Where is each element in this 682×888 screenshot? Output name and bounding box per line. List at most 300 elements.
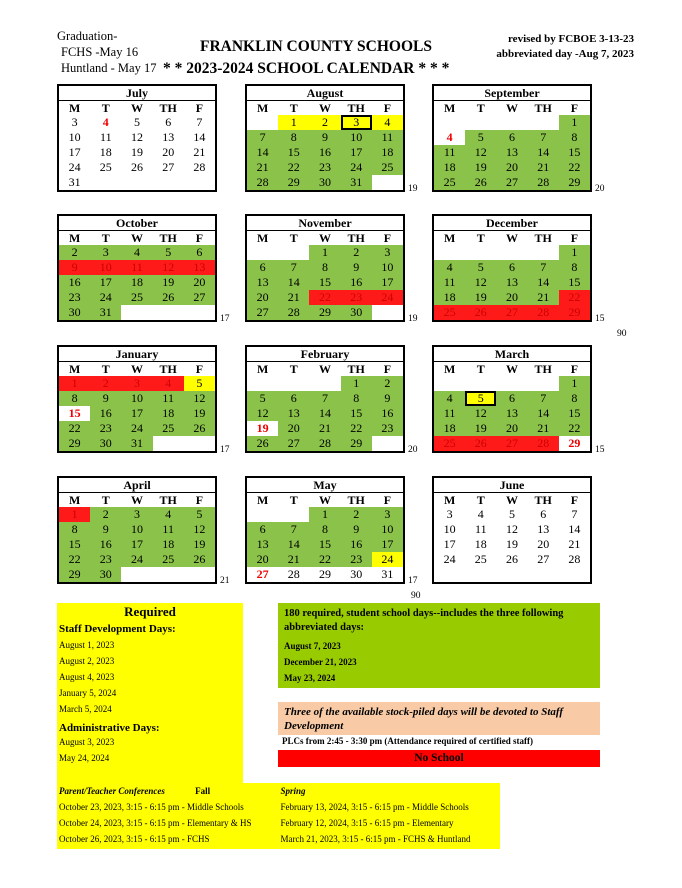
day-cell: 3 <box>372 507 403 522</box>
day-cell: 15 <box>59 537 90 552</box>
day-cell: 2 <box>90 507 121 522</box>
week-row <box>247 376 403 391</box>
month-title: June <box>434 478 590 493</box>
day-cell: 25 <box>434 436 465 451</box>
day-cell: 6 <box>247 522 278 537</box>
day-cell <box>184 175 215 190</box>
day-cell <box>528 115 559 130</box>
day-cell: 28 <box>287 567 300 581</box>
day-cell: 27 <box>247 305 278 320</box>
day-cell: 19 <box>465 421 496 436</box>
day-cell <box>121 305 152 320</box>
day-cell: 22 <box>59 552 90 567</box>
day-cell <box>434 376 465 391</box>
week-row <box>59 421 215 436</box>
day-cell <box>528 567 559 582</box>
month-school-days-count: 19 <box>408 314 418 324</box>
day-cell: 15 <box>68 406 81 420</box>
day-cell: 20 <box>496 421 527 436</box>
week-row <box>59 552 215 567</box>
weekday-label: M <box>443 362 456 376</box>
day-cell: 26 <box>506 552 518 566</box>
day-cell <box>465 376 496 391</box>
day-cell: 19 <box>184 406 215 421</box>
day-cell: 30 <box>341 305 372 320</box>
day-cell <box>184 436 215 451</box>
page-title: FRANKLIN COUNTY SCHOOLS <box>200 38 432 55</box>
day-cell: 21 <box>278 552 309 567</box>
week-row <box>434 305 590 320</box>
day-cell: 24 <box>68 160 81 174</box>
day-cell: 24 <box>372 290 403 305</box>
weekday-label: T <box>476 493 485 507</box>
admin-list <box>57 734 243 766</box>
day-cell: 29 <box>559 305 590 320</box>
weekday-label: W <box>506 362 518 376</box>
month-november <box>245 214 405 322</box>
day-cell: 24 <box>121 552 152 567</box>
day-cell: 8 <box>559 391 590 406</box>
week-row <box>434 406 590 421</box>
day-cell: 4 <box>153 507 184 522</box>
week-row <box>434 145 590 160</box>
day-cell <box>121 567 152 582</box>
day-cell: 23 <box>90 421 121 436</box>
day-cell: 5 <box>465 260 496 275</box>
day-cell: 9 <box>309 130 340 145</box>
day-cell: 28 <box>528 436 559 451</box>
day-cell: 29 <box>59 436 90 451</box>
weekday-header <box>247 231 403 245</box>
day-cell: 7 <box>528 391 559 406</box>
week-row <box>247 145 403 160</box>
day-cell <box>372 175 403 190</box>
week-row <box>434 290 590 305</box>
day-cell: 22 <box>559 160 590 175</box>
month-title: March <box>434 347 590 362</box>
day-cell: 14 <box>278 275 309 290</box>
day-cell: 16 <box>341 537 372 552</box>
day-cell: 25 <box>434 305 465 320</box>
day-cell: 13 <box>496 275 527 290</box>
day-cell: 28 <box>278 305 309 320</box>
day-cell: 22 <box>309 552 340 567</box>
week-row <box>434 160 590 175</box>
day-cell: 24 <box>121 421 152 436</box>
day-cell: 20 <box>537 537 550 551</box>
day-cell: 13 <box>496 406 527 421</box>
weekday-label: F <box>195 231 204 245</box>
day-cell: 29 <box>341 436 372 451</box>
day-cell: 18 <box>434 290 465 305</box>
week-row <box>59 160 215 175</box>
day-cell: 1 <box>59 507 90 522</box>
month-april <box>57 476 217 584</box>
day-cell <box>465 115 496 130</box>
day-cell: 5 <box>509 507 515 521</box>
day-cell: 7 <box>196 115 203 129</box>
day-cell <box>372 305 403 320</box>
day-cell <box>496 567 527 582</box>
day-cell: 26 <box>465 305 496 320</box>
month-title: January <box>59 347 215 362</box>
student-days-panel <box>278 603 600 688</box>
weekday-label: M <box>68 493 81 507</box>
month-december <box>432 214 592 322</box>
day-cell: 20 <box>278 421 309 436</box>
day-cell: 25 <box>153 552 184 567</box>
weekday-label: TH <box>347 362 365 376</box>
day-cell: 17 <box>121 406 152 421</box>
day-cell: 28 <box>193 160 206 174</box>
day-cell: 3 <box>372 245 403 260</box>
day-cell: 10 <box>372 522 403 537</box>
day-cell: 15 <box>559 406 590 421</box>
week-row <box>434 115 590 130</box>
day-cell: 23 <box>90 552 121 567</box>
month-title: May <box>247 478 403 493</box>
weekday-label: M <box>443 493 456 507</box>
week-row <box>434 507 590 522</box>
required-panel <box>57 603 243 783</box>
month-march <box>432 345 592 453</box>
day-cell <box>247 507 278 522</box>
day-cell: 31 <box>68 175 81 189</box>
day-cell: 19 <box>465 290 496 305</box>
day-cell: 30 <box>309 175 340 190</box>
fall-list <box>59 799 281 847</box>
day-cell: 3 <box>121 507 152 522</box>
week-row <box>59 507 215 522</box>
day-cell <box>121 175 152 190</box>
week-row <box>59 305 215 320</box>
day-cell: 4 <box>434 260 465 275</box>
day-cell: 23 <box>59 290 90 305</box>
fall-conference-item: October 24, 2023, 3:15 - 6:15 pm - Elementary & HS <box>59 818 252 828</box>
day-cell: 4 <box>372 115 403 130</box>
day-cell: 1 <box>278 115 309 130</box>
day-cell: 13 <box>162 130 175 144</box>
weekday-label: M <box>256 231 269 245</box>
week-row <box>434 391 590 406</box>
week-row <box>434 552 590 567</box>
day-cell: 6 <box>184 245 215 260</box>
day-cell: 2 <box>309 115 340 130</box>
day-cell: 10 <box>68 130 81 144</box>
weekday-label: M <box>68 101 81 115</box>
day-cell: 21 <box>568 537 581 551</box>
day-cell: 19 <box>506 537 518 551</box>
day-cell: 21 <box>309 421 340 436</box>
day-cell: 12 <box>465 145 496 160</box>
weekday-label: TH <box>347 493 365 507</box>
day-cell: 15 <box>309 275 340 290</box>
weekday-label: F <box>195 362 204 376</box>
day-cell: 12 <box>184 522 215 537</box>
day-cell: 11 <box>434 145 465 160</box>
day-cell: 12 <box>153 260 184 275</box>
day-cell: 11 <box>434 275 465 290</box>
weekday-label: T <box>289 362 298 376</box>
day-cell: 23 <box>309 160 340 175</box>
day-cell: 10 <box>443 522 456 536</box>
day-cell: 3 <box>121 376 152 391</box>
week-row <box>247 260 403 275</box>
day-cell <box>278 245 309 260</box>
day-cell: 21 <box>278 290 309 305</box>
day-cell: 8 <box>559 260 590 275</box>
weekday-label: T <box>289 101 298 115</box>
day-cell: 21 <box>528 290 559 305</box>
day-cell: 9 <box>372 391 403 406</box>
staff-dev-heading: Staff Development Days: <box>59 623 176 635</box>
day-cell: 10 <box>372 260 403 275</box>
abbreviated-day: May 23, 2024 <box>284 673 336 683</box>
day-cell: 6 <box>278 391 309 406</box>
day-cell: 9 <box>341 260 372 275</box>
day-cell: 13 <box>278 406 309 421</box>
month-july <box>57 84 217 192</box>
day-cell: 24 <box>443 552 456 566</box>
day-cell: 28 <box>309 436 340 451</box>
day-cell <box>496 245 527 260</box>
day-cell: 27 <box>537 552 550 566</box>
day-cell: 9 <box>90 391 121 406</box>
day-cell: 1 <box>559 115 590 130</box>
admin-date: May 24, 2024 <box>59 753 110 763</box>
month-september <box>432 84 592 192</box>
weekday-label: T <box>476 362 485 376</box>
day-cell: 16 <box>90 537 121 552</box>
week-row <box>247 507 403 522</box>
day-cell: 27 <box>496 436 527 451</box>
day-cell <box>434 115 465 130</box>
day-cell: 7 <box>528 260 559 275</box>
day-cell: 29 <box>309 305 340 320</box>
day-cell: 14 <box>309 406 340 421</box>
day-cell: 14 <box>528 406 559 421</box>
day-cell: 11 <box>153 391 184 406</box>
day-cell: 16 <box>90 406 121 421</box>
day-cell: 27 <box>256 567 269 581</box>
week-row <box>247 305 403 320</box>
day-cell: 7 <box>247 130 278 145</box>
day-cell: 7 <box>309 391 340 406</box>
day-cell: 18 <box>153 537 184 552</box>
day-cell: 9 <box>341 522 372 537</box>
weekday-label: W <box>506 101 518 115</box>
day-cell: 11 <box>372 130 403 145</box>
day-cell: 6 <box>496 260 527 275</box>
day-cell <box>559 567 590 582</box>
day-cell: 17 <box>443 537 456 551</box>
day-cell: 4 <box>102 115 109 129</box>
day-cell: 16 <box>341 275 372 290</box>
weekday-label: T <box>101 362 110 376</box>
day-cell: 2 <box>341 245 372 260</box>
day-cell: 5 <box>465 391 496 406</box>
day-cell: 11 <box>434 406 465 421</box>
week-row <box>434 260 590 275</box>
day-cell: 5 <box>247 391 278 406</box>
day-cell <box>434 245 465 260</box>
weekday-label: T <box>289 231 298 245</box>
month-school-days-count: 17 <box>408 576 418 586</box>
fall-conference-item: October 26, 2023, 3:15 - 6:15 pm - FCHS <box>59 834 210 844</box>
weekday-label: TH <box>159 493 177 507</box>
day-cell: 6 <box>165 115 172 129</box>
day-cell: 4 <box>434 391 465 406</box>
day-cell: 17 <box>68 145 81 159</box>
day-cell: 24 <box>90 290 121 305</box>
day-cell: 31 <box>121 436 152 451</box>
day-cell: 25 <box>99 160 112 174</box>
week-row <box>247 275 403 290</box>
day-cell: 2 <box>341 507 372 522</box>
conferences-panel <box>57 783 500 849</box>
month-school-days-count: 17 <box>220 314 230 324</box>
weekday-header <box>247 362 403 376</box>
weekday-label: TH <box>347 101 365 115</box>
day-cell: 24 <box>372 552 403 567</box>
day-cell: 14 <box>528 275 559 290</box>
day-cell: 29 <box>559 175 590 190</box>
weekday-label: T <box>289 493 298 507</box>
staff-dev-date: March 5, 2024 <box>59 704 112 714</box>
day-cell: 22 <box>309 290 340 305</box>
weekday-label: M <box>443 231 456 245</box>
week-row <box>247 406 403 421</box>
weekday-label: M <box>443 101 456 115</box>
day-cell: 27 <box>496 175 527 190</box>
day-cell: 20 <box>247 290 278 305</box>
week-row <box>59 522 215 537</box>
week-row <box>247 436 403 451</box>
day-cell: 12 <box>184 391 215 406</box>
month-school-days-count: 15 <box>595 445 605 455</box>
week-row <box>434 175 590 190</box>
day-cell: 28 <box>528 305 559 320</box>
day-cell: 28 <box>568 552 581 566</box>
week-row <box>59 245 215 260</box>
day-cell: 23 <box>372 421 403 436</box>
month-school-days-count: 20 <box>408 445 418 455</box>
day-cell: 7 <box>278 522 309 537</box>
day-cell: 20 <box>247 552 278 567</box>
month-school-days-count: 20 <box>595 184 605 194</box>
month-school-days-count: 15 <box>595 314 605 324</box>
revised-text: revised by FCBOE 3-13-23 <box>508 33 634 45</box>
day-cell: 4 <box>153 376 184 391</box>
day-cell: 15 <box>559 275 590 290</box>
day-cell: 25 <box>372 160 403 175</box>
day-cell: 29 <box>568 436 581 450</box>
weekday-label: W <box>506 493 518 507</box>
day-cell: 8 <box>278 130 309 145</box>
day-cell: 16 <box>59 275 90 290</box>
day-cell: 19 <box>184 537 215 552</box>
weekday-header <box>434 101 590 115</box>
week-row <box>59 537 215 552</box>
day-cell: 8 <box>559 130 590 145</box>
day-cell: 22 <box>278 160 309 175</box>
week-row <box>434 537 590 552</box>
week-row <box>247 175 403 190</box>
day-cell: 15 <box>278 145 309 160</box>
day-cell <box>247 245 278 260</box>
day-cell: 2 <box>90 376 121 391</box>
day-cell: 25 <box>434 175 465 190</box>
day-cell: 3 <box>71 115 78 129</box>
weekday-label: TH <box>534 231 552 245</box>
month-august <box>245 84 405 192</box>
day-cell: 26 <box>184 552 215 567</box>
abbreviated-day: August 7, 2023 <box>284 641 341 651</box>
day-cell: 26 <box>465 436 496 451</box>
day-cell <box>184 305 215 320</box>
day-cell: 18 <box>99 145 112 159</box>
week-row <box>59 391 215 406</box>
weekday-label: W <box>319 101 331 115</box>
week-row <box>59 376 215 391</box>
day-cell: 30 <box>90 567 121 582</box>
day-cell: 21 <box>247 160 278 175</box>
day-cell: 18 <box>372 145 403 160</box>
month-title: November <box>247 216 403 231</box>
stockpile-panel: Three of the available stock-piled days will be devoted to Staff Development <box>278 702 600 735</box>
weekday-label: W <box>131 493 143 507</box>
day-cell: 12 <box>506 522 518 536</box>
day-cell: 29 <box>319 567 331 581</box>
weekday-label: TH <box>534 493 552 507</box>
graduation-huntland: Huntland - May 17 <box>61 61 157 75</box>
month-school-days-count: 17 <box>220 445 230 455</box>
day-cell <box>153 175 184 190</box>
spring-conference-item: February 13, 2024, 3:15 - 6:15 pm - Middle Schools <box>280 802 469 812</box>
page-subtitle: * * 2023-2024 SCHOOL CALENDAR * * * <box>163 60 450 77</box>
day-cell: 1 <box>559 376 590 391</box>
weekday-label: F <box>383 231 392 245</box>
weekday-header <box>59 101 215 115</box>
day-cell: 12 <box>247 406 278 421</box>
day-cell: 3 <box>90 245 121 260</box>
week-row <box>434 245 590 260</box>
semester-total-days: 90 <box>617 329 627 339</box>
spring-conference-item: March 21, 2023, 3:15 - 6:15 pm - FCHS & Huntland <box>280 834 471 844</box>
day-cell: 31 <box>381 567 394 581</box>
month-school-days-count: 19 <box>408 184 418 194</box>
day-cell: 1 <box>309 245 340 260</box>
staff-dev-list <box>57 637 243 717</box>
month-june <box>432 476 592 584</box>
week-row <box>247 115 403 130</box>
day-cell: 8 <box>341 391 372 406</box>
day-cell <box>153 567 184 582</box>
day-cell: 9 <box>90 522 121 537</box>
day-cell <box>90 175 121 190</box>
day-cell: 11 <box>153 522 184 537</box>
day-cell: 26 <box>184 421 215 436</box>
day-cell: 22 <box>341 421 372 436</box>
weekday-label: TH <box>159 101 177 115</box>
day-cell: 27 <box>496 305 527 320</box>
day-cell: 17 <box>121 537 152 552</box>
weekday-header <box>247 101 403 115</box>
weekday-label: F <box>570 493 579 507</box>
day-cell <box>465 567 496 582</box>
day-cell: 2 <box>59 245 90 260</box>
day-cell <box>247 115 278 130</box>
